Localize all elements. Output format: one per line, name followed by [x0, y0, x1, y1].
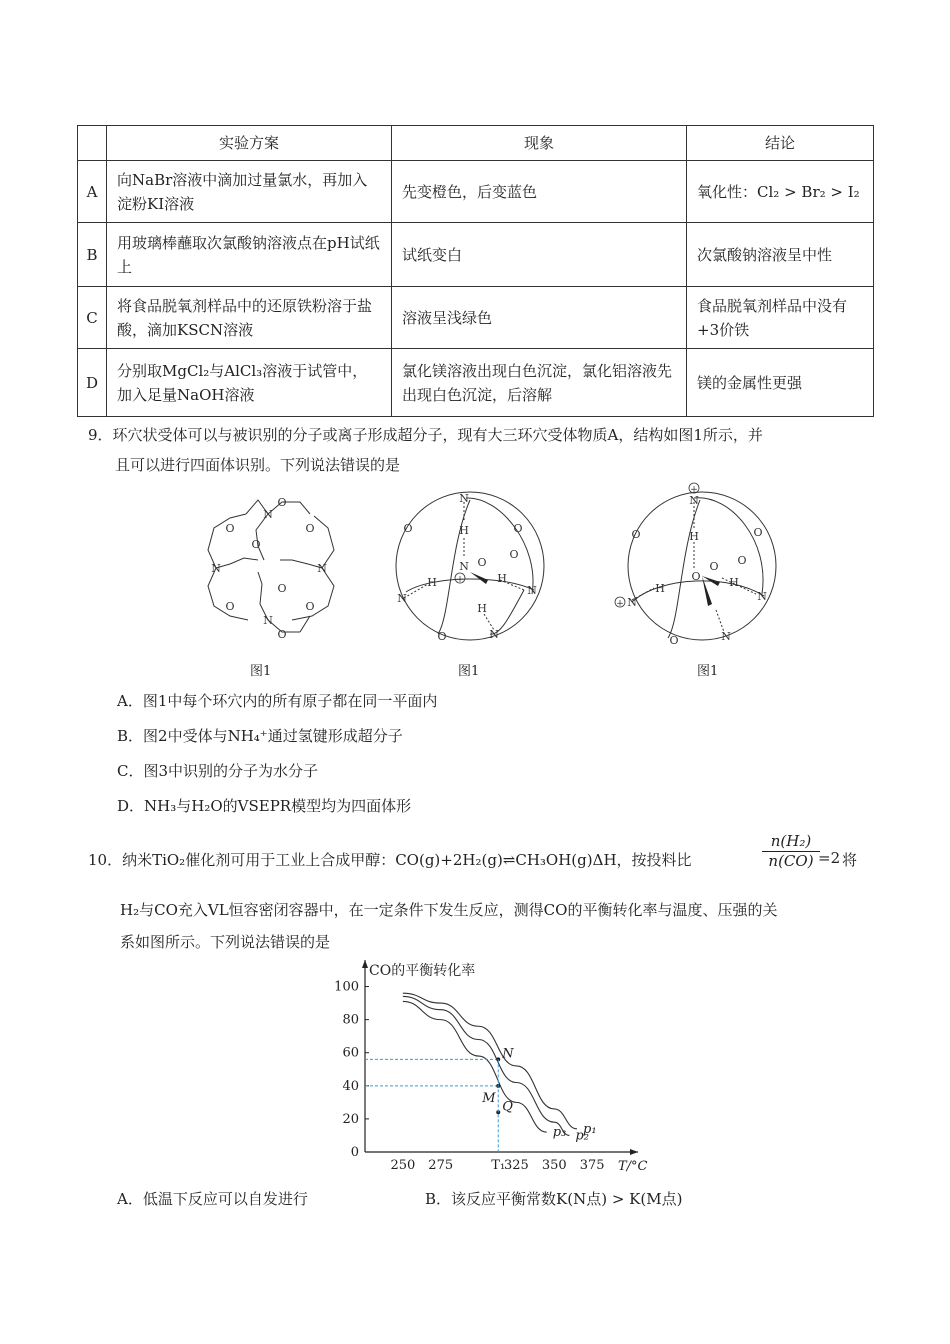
q10-stem-part1-end: 将 — [842, 851, 858, 869]
x-tick-label: 250 — [390, 1158, 416, 1173]
y-tick-label: 60 — [342, 1045, 359, 1061]
svg-text:N: N — [757, 590, 767, 603]
svg-text:N: N — [459, 560, 469, 573]
svg-text:H: H — [459, 524, 469, 537]
y-tick-label: 0 — [350, 1145, 359, 1160]
conclusion-cell: 镁的金属性更强 — [687, 349, 874, 417]
svg-text:O: O — [277, 628, 287, 638]
svg-text:H: H — [427, 576, 437, 589]
point-label-Q: Q — [502, 1099, 513, 1115]
conclusion-cell: 次氯酸钠溶液呈中性 — [687, 223, 874, 287]
x-tick-label: 325 — [504, 1158, 529, 1173]
phenomenon-cell: 试纸变白 — [392, 223, 687, 287]
point-label-N: N — [502, 1046, 514, 1062]
svg-text:O: O — [403, 522, 413, 535]
q10-stem-line2: H₂与CO充入VL恒容密闭容器中，在一定条件下发生反应，测得CO的平衡转化率与温度、压强的关 — [120, 901, 778, 919]
header-cell — [78, 126, 107, 161]
svg-text:O: O — [691, 570, 701, 583]
table-header-row — [78, 126, 874, 161]
svg-text:N: N — [627, 596, 637, 609]
table-row — [78, 223, 874, 287]
svg-text:O: O — [709, 560, 719, 573]
svg-text:+: + — [456, 575, 464, 585]
svg-text:O: O — [737, 554, 747, 567]
row-label: B — [78, 223, 107, 287]
table-row — [78, 161, 874, 223]
row-label: C — [78, 287, 107, 349]
cryptand-structure-figure — [196, 488, 346, 638]
feed-ratio-fraction — [762, 832, 820, 870]
svg-text:H: H — [729, 576, 739, 589]
water-recognition-figure — [610, 480, 780, 650]
svg-text:H: H — [655, 582, 665, 595]
series-line-3 — [403, 1001, 547, 1132]
phenomenon-cell: 溶液呈浅绿色 — [392, 287, 687, 349]
svg-text:N: N — [459, 492, 469, 505]
ammonium-recognition-figure — [390, 486, 550, 646]
svg-text:O: O — [251, 538, 261, 551]
svg-text:N: N — [397, 592, 407, 605]
svg-text:H: H — [497, 572, 507, 585]
q9-option-c: C．图3中识别的分子为水分子 — [117, 762, 319, 780]
point-label-M: M — [482, 1090, 496, 1106]
q10-option-b: B．该反应平衡常数K(N点) > K(M点) — [425, 1190, 683, 1208]
svg-text:+: + — [690, 485, 698, 495]
header-cell: 实验方案 — [107, 126, 392, 161]
table-row — [78, 349, 874, 417]
q10-option-a: A．低温下反应可以自发进行 — [117, 1190, 308, 1208]
series-label-3: p₃ — [552, 1125, 567, 1141]
phenomenon-cell: 氯化镁溶液出现白色沉淀，氯化铝溶液先出现白色沉淀，后溶解 — [392, 349, 687, 417]
svg-text:N: N — [317, 562, 327, 575]
plan-cell: 将食品脱氧剂样品中的还原铁粉溶于盐酸，滴加KSCN溶液 — [107, 287, 392, 349]
y-axis-arrow — [362, 960, 368, 968]
svg-text:O: O — [225, 600, 235, 613]
figure-caption: 图1 — [697, 664, 719, 679]
svg-text:H: H — [689, 530, 699, 543]
conclusion-cell: 食品脱氧剂样品中没有+3价铁 — [687, 287, 874, 349]
series-label-1: p₁ — [583, 1121, 597, 1137]
q9-option-d: D．NH₃与H₂O的VSEPR模型均为四面体形 — [117, 797, 412, 815]
svg-text:O: O — [225, 522, 235, 535]
series-label-2: p₂ — [575, 1128, 589, 1144]
svg-text:O: O — [277, 582, 287, 595]
svg-text:O: O — [753, 526, 763, 539]
x-axis-arrow — [630, 1149, 638, 1155]
svg-text:N: N — [527, 584, 537, 597]
svg-text:O: O — [277, 496, 287, 509]
x-tick-label: 350 — [541, 1158, 567, 1173]
y-tick-label: 20 — [342, 1111, 359, 1127]
q9-stem-line2: 且可以进行四面体识别。下列说法错误的是 — [115, 456, 401, 474]
svg-text:O: O — [305, 522, 315, 535]
plan-cell: 向NaBr溶液中滴加过量氯水，再加入淀粉KI溶液 — [107, 161, 392, 223]
svg-text:N: N — [263, 614, 273, 627]
figure-caption: 图1 — [250, 664, 272, 679]
x-tick-label: 375 — [579, 1158, 605, 1173]
q10-stem-line3: 系如图所示。下列说法错误的是 — [120, 933, 331, 951]
y-tick-label: 100 — [334, 979, 359, 995]
svg-text:O: O — [513, 522, 523, 535]
q10-stem-part1: 10．纳米TiO₂催化剂可用于工业上合成甲醇：CO(g)+2H₂(g)⇌CH₃OH(g)ΔH，按投料比 — [88, 851, 692, 869]
header-cell: 现象 — [392, 126, 687, 161]
plan-cell: 用玻璃棒蘸取次氯酸钠溶液点在pH试纸上 — [107, 223, 392, 287]
row-label: A — [78, 161, 107, 223]
svg-text:N: N — [489, 628, 499, 641]
svg-text:O: O — [477, 556, 487, 569]
x-tick-label: 275 — [428, 1158, 454, 1173]
row-label: D — [78, 349, 107, 417]
series-line-2 — [403, 996, 570, 1135]
svg-text:O: O — [305, 600, 315, 613]
y-axis-label: CO的平衡转化率 — [369, 963, 476, 979]
experiment-table — [77, 125, 874, 417]
svg-text:N: N — [689, 494, 699, 507]
figure-caption: 图1 — [458, 664, 480, 679]
svg-text:O: O — [631, 528, 641, 541]
co-conversion-chart — [330, 955, 660, 1180]
y-tick-label: 80 — [342, 1012, 359, 1028]
q9-option-b: B．图2中受体与NH₄⁺通过氢键形成超分子 — [117, 727, 403, 745]
q9-stem-line1: 9．环穴状受体可以与被识别的分子或离子形成超分子，现有大三环穴受体物质A，结构如图1所示，并 — [88, 426, 763, 444]
series-line-1 — [403, 993, 577, 1129]
svg-text:O: O — [509, 548, 519, 561]
svg-text:+: + — [616, 599, 624, 609]
svg-text:O: O — [437, 630, 447, 643]
ratio-numerator: n(H₂) — [762, 832, 820, 852]
table-row — [78, 287, 874, 349]
phenomenon-cell: 先变橙色，后变蓝色 — [392, 161, 687, 223]
x-tick-label: T₁ — [491, 1158, 506, 1173]
y-tick-label: 40 — [342, 1078, 359, 1094]
svg-text:O: O — [669, 634, 679, 647]
conclusion-cell: 氧化性：Cl₂ > Br₂ > I₂ — [687, 161, 874, 223]
header-cell: 结论 — [687, 126, 874, 161]
svg-text:N: N — [263, 508, 273, 521]
x-axis-label: T/°C — [618, 1159, 648, 1174]
svg-text:H: H — [477, 602, 487, 615]
svg-text:N: N — [721, 630, 731, 643]
q9-option-a: A．图1中每个环穴内的所有原子都在同一平面内 — [117, 692, 438, 710]
ratio-value: =2 — [818, 849, 841, 867]
plan-cell: 分别取MgCl₂与AlCl₃溶液于试管中，加入足量NaOH溶液 — [107, 349, 392, 417]
ratio-denominator: n(CO) — [768, 852, 814, 870]
svg-text:N: N — [211, 562, 221, 575]
